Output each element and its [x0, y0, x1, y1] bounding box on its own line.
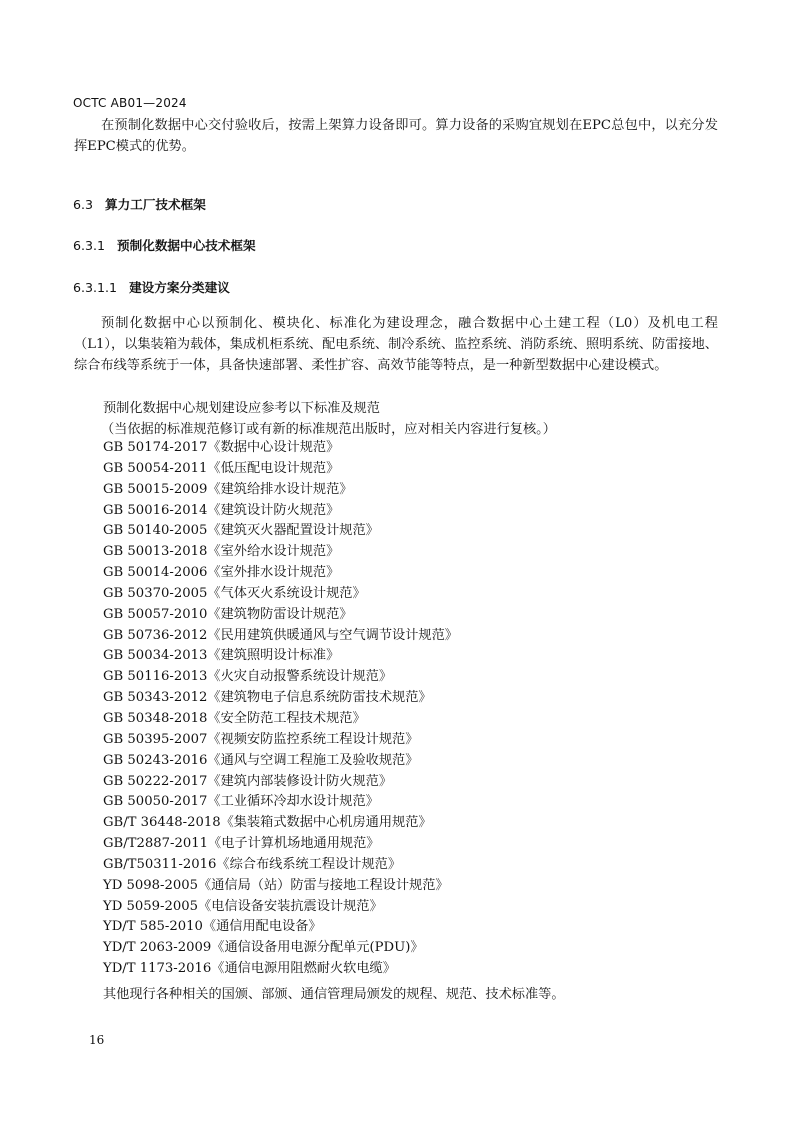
standards-note: （当依据的标准规范修订或有新的标准规范出版时，应对相关内容进行复核。） [101, 422, 556, 437]
standard-item: GB 50054-2011《低压配电设计规范》 [103, 460, 340, 476]
standard-item: GB 50057-2010《建筑物防雷设计规范》 [103, 606, 353, 622]
standard-item: GB 50736-2012《民用建筑供暖通风与空气调节设计规范》 [103, 627, 458, 643]
standard-item: GB 50014-2006《室外排水设计规范》 [103, 565, 340, 581]
heading-6-3-title: 算力工厂技术框架 [105, 197, 206, 212]
heading-6-3 [73, 194, 206, 213]
page-number: 16 [89, 1033, 105, 1047]
standard-item: GB 50034-2013《建筑照明设计标准》 [103, 648, 340, 664]
standards-intro: 预制化数据中心规划建设应参考以下标准及规范 [103, 401, 380, 416]
standard-item: GB 50343-2012《建筑物电子信息系统防雷技术规范》 [103, 690, 432, 706]
standard-item: GB 50116-2013《火灾自动报警系统设计规范》 [103, 669, 393, 685]
heading-6-3-1-title: 预制化数据中心技术框架 [117, 238, 256, 253]
intro-paragraph: 在预制化数据中心交付验收后，按需上架算力设备即可。算力设备的采购宜规划在EPC总包中，以充分发挥EPC模式的优势。 [74, 118, 718, 154]
standard-item: GB 50174-2017《数据中心设计规范》 [103, 440, 340, 455]
heading-6-3-1-1-number: 6.3.1.1 [73, 280, 118, 295]
standard-item: GB 50015-2009《建筑给排水设计规范》 [103, 481, 353, 497]
standards-list [103, 438, 458, 980]
heading-6-3-1-1 [73, 277, 230, 296]
heading-6-3-1 [73, 235, 256, 254]
standard-item: YD/T 1173-2016《通信电源用阻燃耐火软电缆》 [103, 961, 396, 977]
closing-line: 其他现行各种相关的国颁、部颁、通信管理局颁发的规程、规范、技术标准等。 [103, 987, 565, 1002]
heading-6-3-1-number: 6.3.1 [73, 238, 106, 253]
standard-item: GB 50050-2017《工业循环冷却水设计规范》 [103, 794, 379, 810]
standard-item: GB 50395-2007《视频安防监控系统工程设计规范》 [103, 731, 419, 747]
standard-item: GB 50222-2017《建筑内部装修设计防火规范》 [103, 773, 393, 789]
heading-6-3-number: 6.3 [73, 197, 94, 212]
standard-item: GB/T50311-2016《综合布线系统工程设计规范》 [103, 856, 402, 872]
heading-6-3-1-1-title: 建设方案分类建议 [129, 280, 230, 295]
standard-item: GB 50016-2014《建筑设计防火规范》 [103, 502, 340, 518]
standard-item: GB 50348-2018《安全防范工程技术规范》 [103, 710, 366, 726]
document-id: OCTC AB01—2024 [73, 96, 187, 110]
framework-paragraph: 预制化数据中心以预制化、模块化、标准化为建设理念，融合数据中心土建工程（L0）及机电工程（L1），以集装箱为载体，集成机柜系统、配电系统、制冷系统、监控系统、消防系统、照明系统、防雷接地、综合布线等系统于一体，具备快速部署、柔性扩容、高效节能等特点，是一种新型数据中心建设模式。 [74, 316, 718, 373]
standard-item: GB/T 36448-2018《集装箱式数据中心机房通用规范》 [103, 815, 432, 831]
standard-item: YD/T 585-2010《通信用配电设备》 [103, 919, 322, 935]
standard-item: YD/T 2063-2009《通信设备用电源分配单元(PDU)》 [103, 940, 424, 956]
standard-item: YD 5098-2005《通信局（站）防雷与接地工程设计规范》 [103, 877, 449, 893]
standard-item: GB 50370-2005《气体灭火系统设计规范》 [103, 585, 366, 601]
standard-item: GB 50140-2005《建筑灭火器配置设计规范》 [103, 523, 379, 539]
standard-item: GB/T2887-2011《电子计算机场地通用规范》 [103, 836, 380, 852]
standard-item: GB 50243-2016《通风与空调工程施工及验收规范》 [103, 752, 419, 768]
standard-item: GB 50013-2018《室外给水设计规范》 [103, 544, 340, 560]
standard-item: YD 5059-2005《电信设备安装抗震设计规范》 [103, 898, 383, 914]
